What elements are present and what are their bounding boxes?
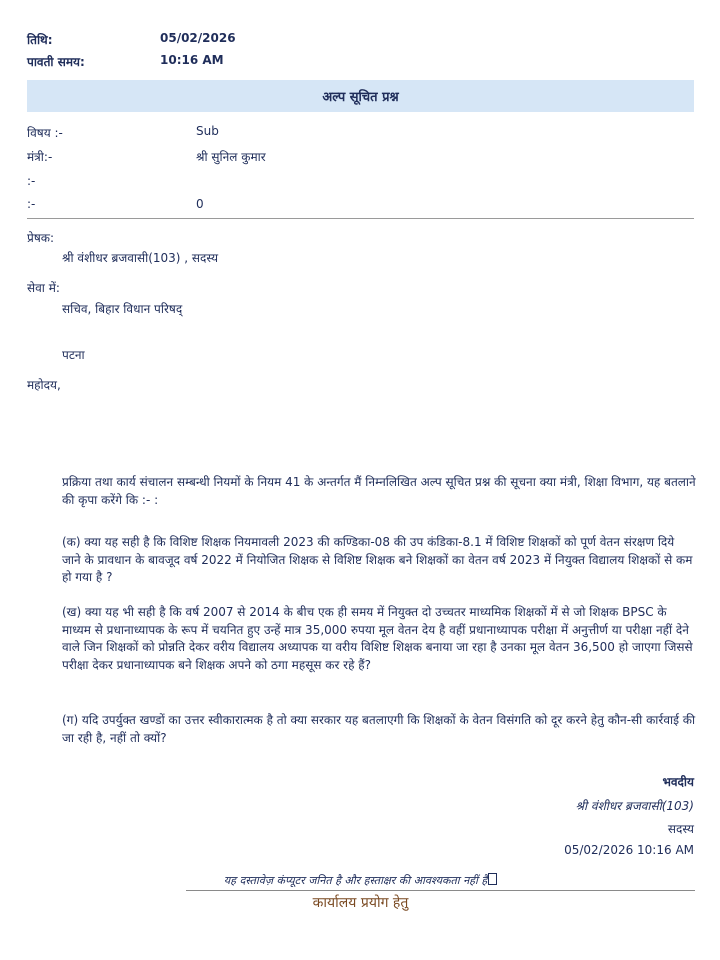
date-label: तिथि: <box>27 33 53 47</box>
sender-name: श्री वंशीधर ब्रजवासी(103) , सदस्य <box>62 251 219 265</box>
document-title-banner <box>27 80 694 112</box>
count-value: 0 <box>196 197 204 211</box>
recipient-label: सेवा में: <box>27 281 60 295</box>
placeholder-glyph-icon <box>488 873 497 885</box>
signature-datetime: 05/02/2026 10:16 AM <box>564 843 694 857</box>
question-ga: (ग) यदि उपर्युक्त खण्डों का उत्तर स्वीकारात्मक है तो क्या सरकार यह बतलाएगी कि शिक्षकों के वेतन विसंगति को दूर करने हेतु कौन-सी कार्रवाई की जा रही है, नहीं तो क्यों? <box>62 713 696 745</box>
recipient-city: पटना <box>62 348 85 362</box>
date-value: 05/02/2026 <box>160 31 236 45</box>
document-title: अल्प सूचित प्रश्न <box>322 90 399 105</box>
body-intro: प्रक्रिया तथा कार्य संचालन सम्बन्धी नियमों के नियम 41 के अन्तर्गत मैं निम्नलिखित अल्प सूचित प्रश्न की सूचना क्या मंत्री, शिक्षा विभाग, यह बतलाने की कृपा करेंगे कि :- : <box>62 475 696 507</box>
office-use-label: कार्यालय प्रयोग हेतु <box>312 895 409 911</box>
footer-note-text: यह दस्तावेज़ कंप्यूटर जनित है और हस्ताक्षर की आवश्यकता नहीं है <box>223 874 488 887</box>
minister-value: श्री सुनिल कुमार <box>196 150 266 164</box>
footer-divider <box>186 890 695 891</box>
subject-label: विषय :- <box>27 126 63 140</box>
subject-value: Sub <box>196 124 219 138</box>
count-label: :- <box>27 197 36 211</box>
blank-label: :- <box>27 174 36 188</box>
sender-label: प्रेषक: <box>27 231 55 245</box>
question-ka: (क) क्या यह सही है कि विशिष्ट शिक्षक नियमावली 2023 की कण्डिका-08 की उप कंडिका-8.1 में विशिष्ट शिक्षकों को पूर्ण वेतन संरक्षण दिये जाने के प्रावधान के बावजूद वर्ष 2022 में नियोजित शिक्षक से विशिष्ट शिक्षक बने शिक्षकों का वेतन वर्ष 2023 में नियुक्त विद्यालय शिक्षकों से कम हो गया है ? <box>62 535 693 584</box>
time-value: 10:16 AM <box>160 53 224 67</box>
computer-generated-note <box>27 873 694 888</box>
signature-name: श्री वंशीधर ब्रजवासी(103) <box>575 799 694 813</box>
signature-closing: भवदीय <box>662 775 694 789</box>
recipient-name: सचिव, बिहार विधान परिषद् <box>62 302 183 316</box>
minister-label: मंत्री:- <box>27 150 53 164</box>
time-label: पावती समय: <box>27 55 85 69</box>
salutation: महोदय, <box>27 378 61 392</box>
signature-designation: सदस्य <box>667 822 694 836</box>
question-kha: (ख) क्या यह भी सही है कि वर्ष 2007 से 2014 के बीच एक ही समय में नियुक्त दो उच्चतर माध्यमिक शिक्षकों में से जो शिक्षक BPSC के माध्यम से प्रधानाध्यापक के रूप में चयनित हुए उन्हें मात्र 35,000 रुपया मूल वेतन देय है वहीं प्रधानाध्यापक परीक्षा में अनुत्तीर्ण या परीक्षा नहीं देने वाले जिन शिक्षकों को प्रोन्नति देकर वरीय विद्यालय अध्यापक या वरीय विशिष्ट शिक्षक बनाया जा रहा है उनका मूल वेतन 36,500 हो जाएगा जिससे परीक्षा देकर प्रधानाध्यापक बने शिक्षक अपने को ठगा महसूस कर रहे हैं? <box>62 605 693 672</box>
meta-divider <box>27 218 694 219</box>
